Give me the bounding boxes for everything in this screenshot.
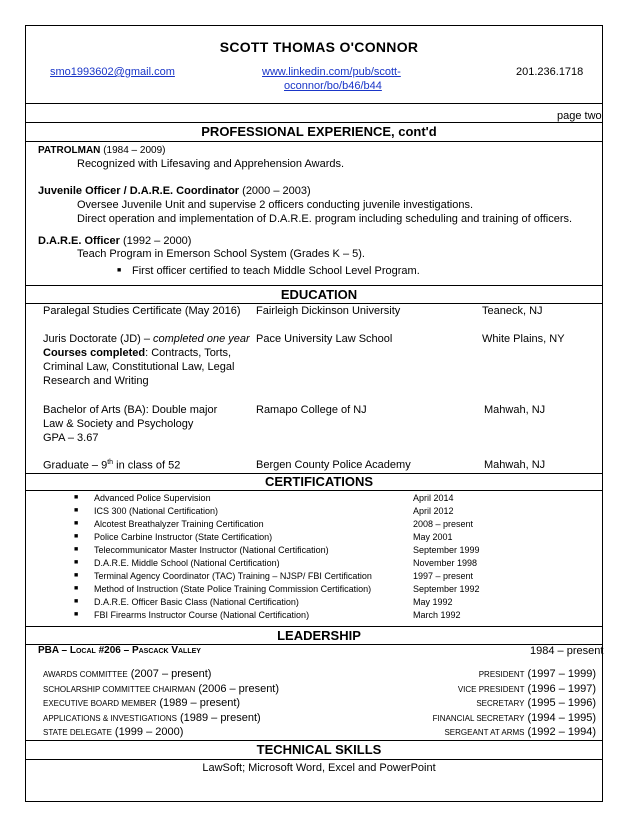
linkedin-link-line-2[interactable]: oconnor/bo/b46/b44 (284, 80, 382, 92)
section-heading-education: EDUCATION (280, 287, 358, 302)
education-degree-detail: Law & Society and Psychology (43, 418, 194, 430)
role-dates: (1989 – present) (179, 711, 261, 724)
education-school: Fairleigh Dickinson University (256, 305, 401, 317)
degree-prefix: Juris Doctorate (JD) – (43, 333, 154, 345)
job-line: Direct operation and implementation of D.A.R.E. program including scheduling and training of officers. (77, 213, 573, 225)
bullet-icon: ■ (74, 533, 79, 540)
bullet-icon: ■ (74, 546, 79, 553)
technical-skills-line: LawSoft; Microsoft Word, Excel and PowerPoint (202, 762, 436, 774)
job-line: Recognized with Lifesaving and Apprehension Awards. (77, 158, 345, 170)
certification-name: ICS 300 (National Certification) (94, 506, 219, 516)
degree-text: in class of 52 (113, 459, 181, 472)
certification-name: D.A.R.E. Middle School (National Certification) (94, 558, 280, 568)
job-bullet: First officer certified to teach Middle School Level Program. (132, 265, 420, 277)
role-dates: (1994 – 1995) (527, 711, 596, 724)
education-degree (43, 459, 180, 472)
job-entry (38, 145, 165, 156)
role-dates: (2007 – present) (130, 668, 212, 680)
degree-note: completed one year (153, 333, 250, 345)
role-title: SECRETARY (476, 699, 525, 708)
leadership-role (444, 722, 596, 740)
role-title: PRESIDENT (478, 670, 525, 679)
email-link[interactable]: smo1993602@gmail.com (50, 66, 175, 78)
certification-date: May 2001 (413, 532, 453, 542)
job-entry (38, 235, 191, 247)
courses-label: Courses completed (43, 347, 146, 359)
job-dates: (1992 – 2000) (122, 235, 192, 247)
role-title: EXECUTIVE BOARD MEMBER (43, 699, 157, 708)
role-dates: (1997 – 1999) (527, 668, 596, 680)
role-title: SERGEANT AT ARMS (444, 728, 525, 737)
education-degree (43, 333, 250, 345)
job-title: PATROLMAN (38, 145, 101, 156)
education-location: Teaneck, NJ (482, 305, 543, 317)
certification-name: Terminal Agency Coordinator (TAC) Training – NJSP/ FBI Certification (94, 571, 372, 581)
courses-line: Research and Writing (43, 375, 149, 387)
certification-name: Telecommunicator Master Instructor (National Certification) (94, 545, 329, 555)
certification-date: May 1992 (413, 597, 453, 607)
bullet-icon: ■ (74, 572, 79, 579)
section-heading-technical-skills: TECHNICAL SKILLS (256, 742, 382, 757)
section-heading-experience: PROFESSIONAL EXPERIENCE, cont'd (201, 124, 437, 139)
education-location: Mahwah, NJ (484, 459, 546, 471)
job-entry (38, 185, 311, 197)
education-degree: Paralegal Studies Certificate (May 2016) (43, 305, 241, 317)
degree-sup: th (107, 459, 114, 466)
leadership-org: PBA – Local #206 – Pascack Valley (38, 645, 201, 656)
role-title: STATE DELEGATE (43, 728, 112, 737)
education-school: Ramapo College of NJ (256, 404, 367, 416)
bullet-icon: ■ (74, 507, 79, 514)
job-line: Teach Program in Emerson School System (Grades K – 5). (77, 248, 365, 260)
bullet-icon: ■ (74, 520, 79, 527)
certification-name: FBI Firearms Instructor Course (National Certification) (94, 610, 310, 620)
certification-date: September 1999 (413, 545, 480, 555)
role-dates: (1995 – 1996) (527, 697, 596, 709)
certification-date: September 1992 (413, 584, 480, 594)
section-rule (25, 626, 603, 627)
bullet-icon: ■ (74, 585, 79, 592)
role-dates: (1989 – present) (159, 697, 241, 709)
bullet-icon: ■ (74, 611, 79, 618)
role-title: AWARDS COMMITTEE (43, 670, 128, 679)
bullet-icon: ■ (74, 559, 79, 566)
job-title: Juvenile Officer / D.A.R.E. Coordinator (38, 185, 240, 197)
certification-date: November 1998 (413, 558, 478, 568)
page-label: page two (557, 110, 602, 122)
job-title: D.A.R.E. Officer (38, 235, 120, 247)
role-title: VICE PRESIDENT (457, 684, 525, 694)
certification-date: April 2012 (413, 506, 454, 516)
certification-date: April 2014 (413, 493, 454, 503)
certification-name: Alcotest Breathalyzer Training Certification (94, 519, 264, 529)
section-rule (25, 740, 603, 741)
role-dates: (1992 – 1994) (527, 726, 596, 738)
degree-text: Graduate – 9 (43, 459, 108, 472)
linkedin-link-line-1[interactable]: www.linkedin.com/pub/scott- (262, 66, 401, 78)
role-dates: (1999 – 2000) (114, 726, 184, 738)
section-rule (25, 490, 603, 491)
role-title: APPLICATIONS & INVESTIGATIONS (43, 713, 177, 723)
role-title: FINANCIAL SECRETARY (432, 713, 525, 723)
job-line: Oversee Juvenile Unit and supervise 2 officers conducting juvenile investigations. (77, 199, 474, 211)
section-rule (25, 303, 603, 304)
phone-number: 201.236.1718 (516, 66, 584, 78)
education-gpa: GPA – 3.67 (43, 432, 99, 444)
certification-name: Police Carbine Instructor (State Certification) (94, 532, 273, 542)
certification-date: March 1992 (413, 610, 461, 620)
job-dates: (2000 – 2003) (242, 185, 311, 197)
section-rule (25, 285, 603, 286)
education-degree: Bachelor of Arts (BA): Double major (43, 404, 218, 416)
certification-date: 2008 – present (413, 519, 474, 529)
education-school: Pace University Law School (256, 333, 393, 345)
bullet-icon: ■ (74, 494, 79, 501)
section-heading-certifications: CERTIFICATIONS (264, 474, 374, 489)
certification-date: 1997 – present (413, 571, 474, 581)
courses-line (43, 347, 231, 359)
certification-name: Method of Instruction (State Police Training Commission Certification) (94, 584, 372, 594)
certification-name: D.A.R.E. Officer Basic Class (National Certification) (94, 597, 299, 607)
role-dates: (1996 – 1997) (527, 682, 596, 695)
education-location: Mahwah, NJ (484, 404, 546, 416)
section-rule (25, 759, 603, 760)
certification-name: Advanced Police Supervision (94, 493, 211, 503)
role-dates: (2006 – present) (198, 682, 280, 695)
education-location: White Plains, NY (482, 333, 565, 345)
education-school: Bergen County Police Academy (256, 459, 411, 471)
bullet-icon: ■ (117, 267, 122, 274)
section-rule (25, 141, 603, 142)
job-dates: (1984 – 2009) (103, 145, 166, 156)
section-heading-leadership: LEADERSHIP (277, 628, 361, 643)
section-rule (25, 122, 603, 123)
leadership-role (43, 722, 183, 740)
leadership-org-dates: 1984 – present (530, 645, 604, 657)
candidate-name: SCOTT THOMAS O'CONNOR (219, 39, 419, 55)
bullet-icon: ■ (74, 598, 79, 605)
courses-text: : Contracts, Torts, (145, 347, 232, 359)
role-title: SCHOLARSHIP COMMITTEE CHAIRMAN (43, 684, 196, 694)
courses-line: Criminal Law, Constitutional Law, Legal (43, 361, 235, 373)
header-divider (25, 103, 603, 104)
